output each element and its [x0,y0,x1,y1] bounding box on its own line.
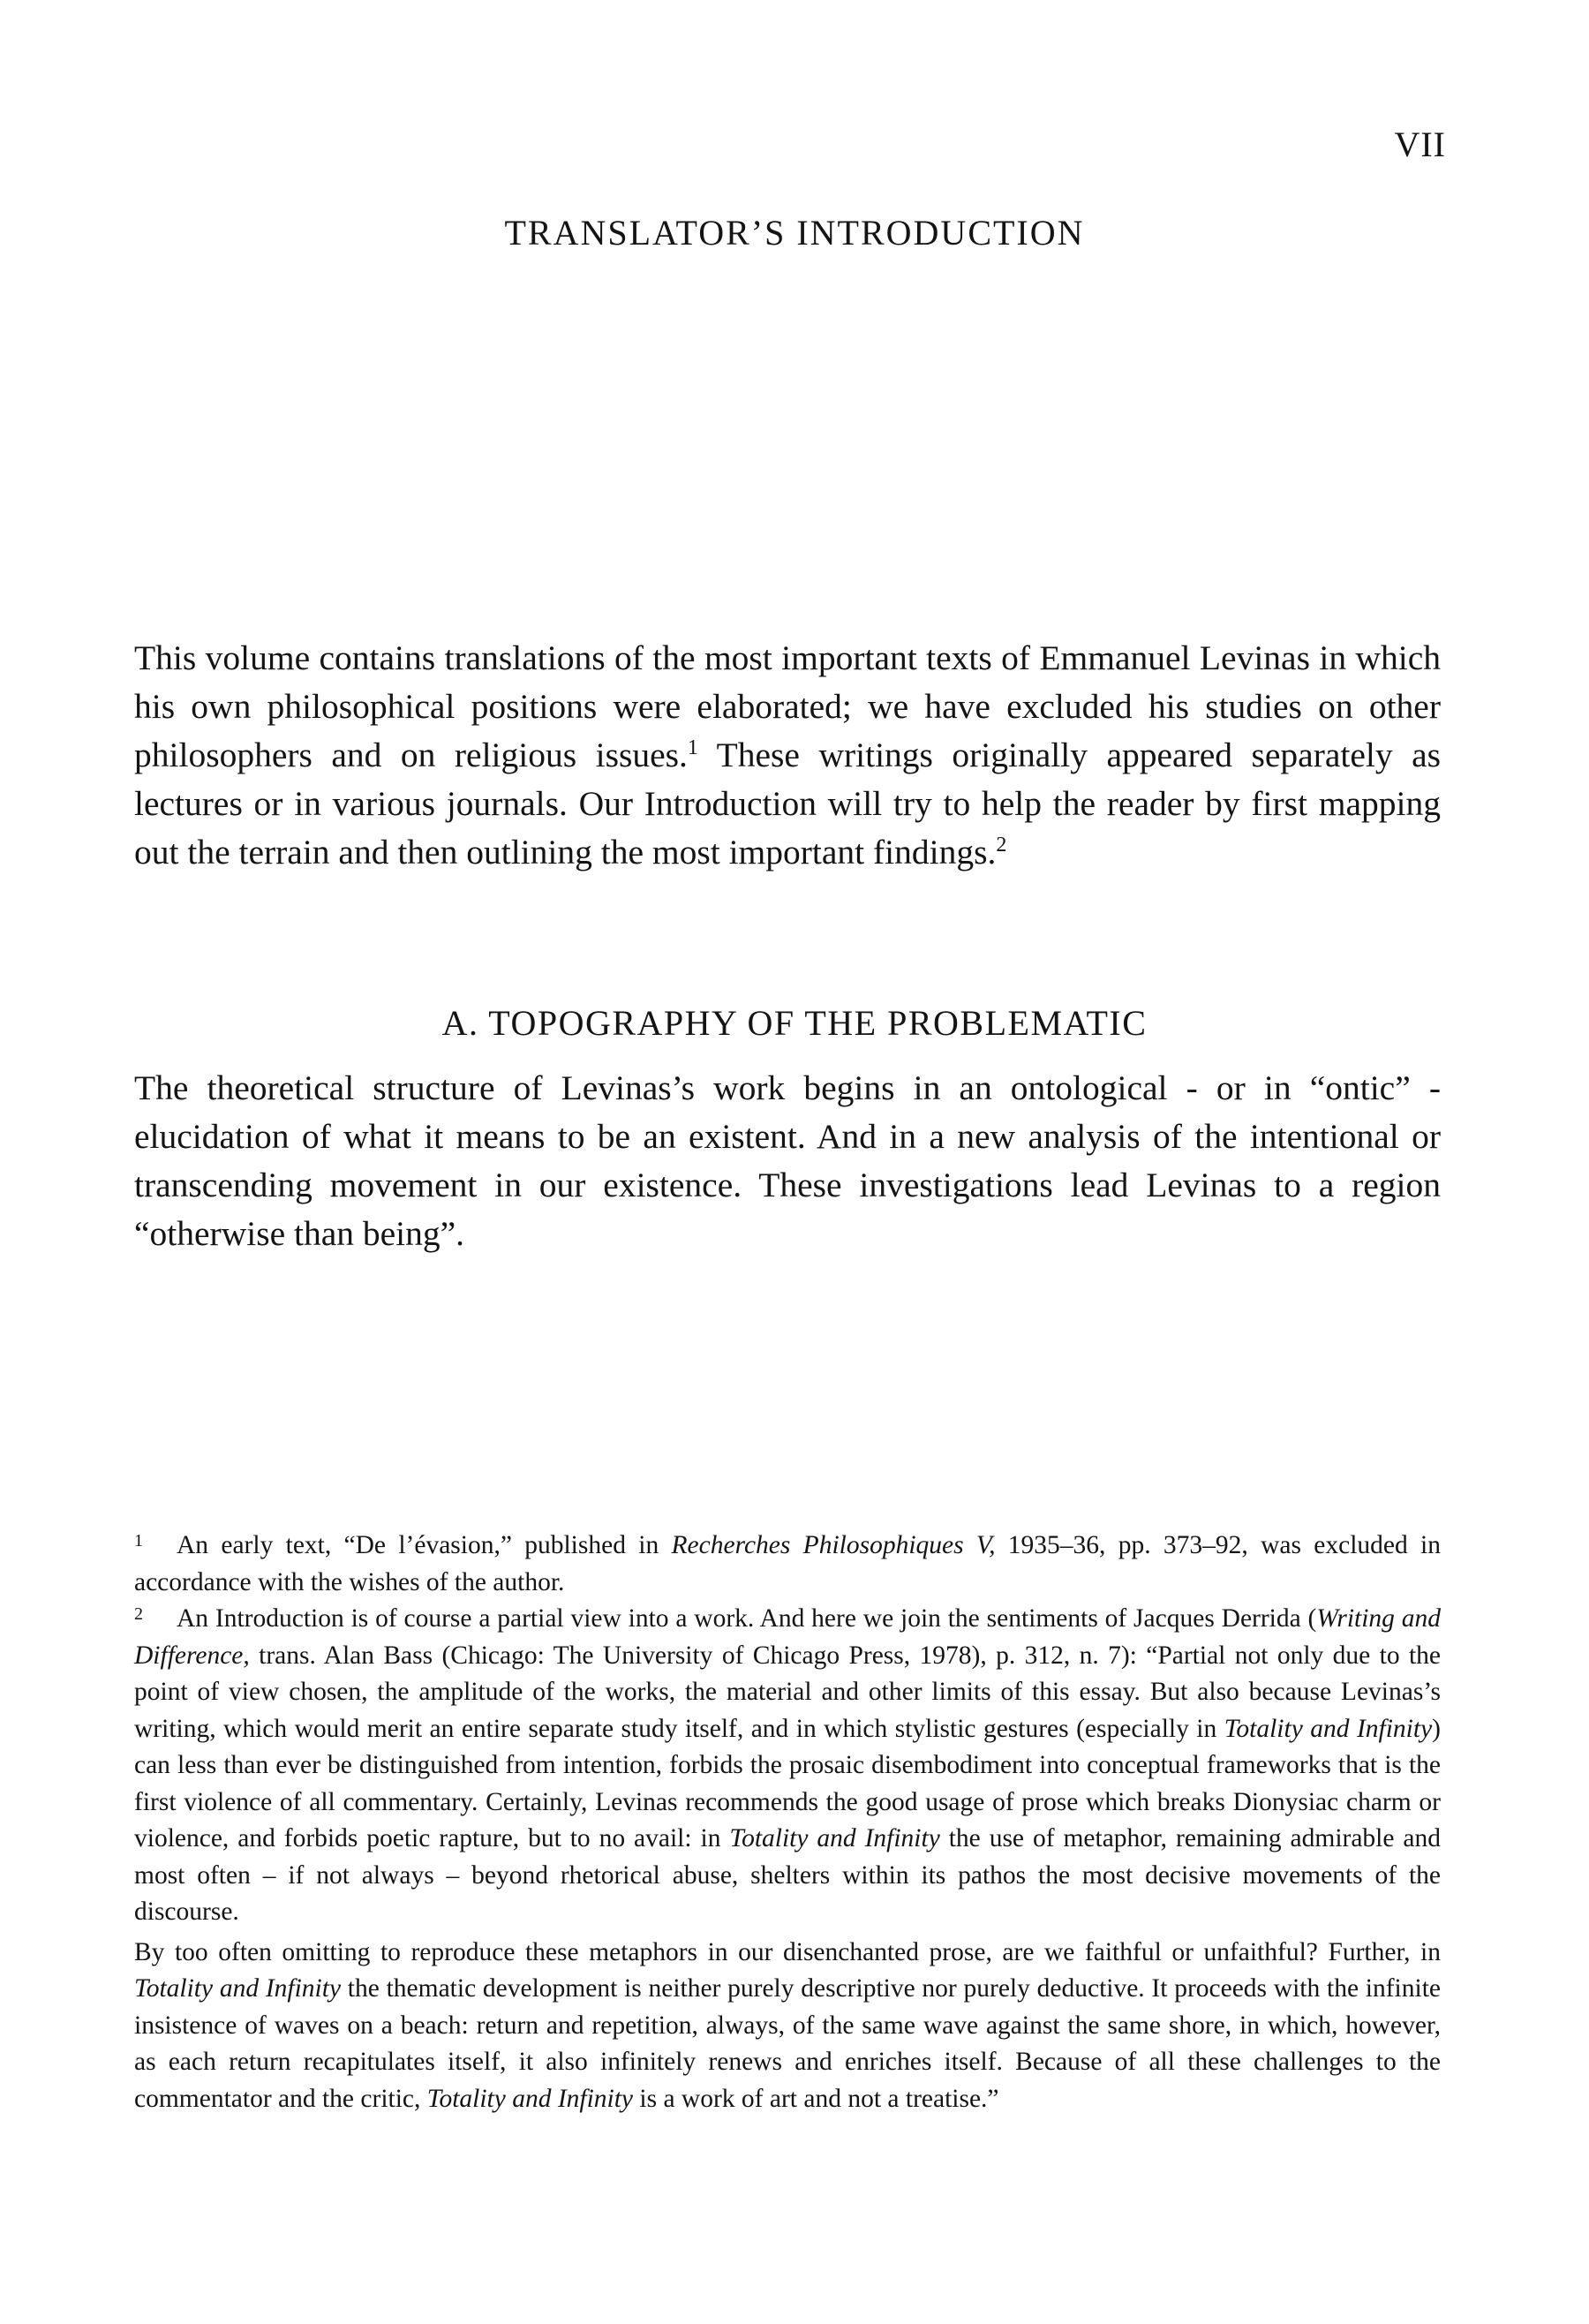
footnote-1-text-end: 1935–36, pp. 373–92, was excluded in accordance with the wishes of the author. [134,1531,1441,1596]
intro-paragraph [134,634,1441,877]
footnote-2-text-d: the use of metaphor, remaining admirable and most often – if not always – beyond rhetorical abuse, shelters within its pathos the most decisive movements of the discourse. [134,1824,1441,1926]
footnote-2-continuation [134,1935,1441,2118]
intro-text: This volume contains translations of the most important texts of Emmanuel Levinas in which his own philosophical positions were elaborated; we have excluded his studies on other philosophers and on religious issues. [134,638,1441,774]
footnote-2-cont-text-c: is a work of art and not a treatise.” [633,2084,999,2113]
footnote-2-text-c: ) can less than ever be distinguished from intention, forbids the prosaic disembodiment into conceptual frameworks that is the first violence of all commentary. Certainly, Levinas recommends the good usage of prose which breaks Dionysiac charm or violence, and forbids poetic rapture, but to no avail: in [134,1714,1441,1852]
footnote-1-title: Recherches Philosophiques V, [671,1531,996,1559]
footnote-2-cont-title-b: Totality and Infinity [426,2084,634,2113]
section-heading: A. TOPOGRAPHY OF THE PROBLEMATIC [441,1003,1148,1043]
footnote-2-cont-title: Totality and Infinity [134,1974,342,2003]
footnote-2-title-c: Totality and Infinity [729,1824,940,1852]
footnote-2-marker: 2 [134,1604,143,1624]
footnote-2 [134,1601,1441,1931]
footnotes [134,1528,1441,2117]
intro-text-continued: These writings originally appeared separately as lectures or in various journals. Our Introduction will try to help the reader by first mapping out the terrain and then outlining the most important findings. [134,736,1441,872]
footnote-2-cont-text: By too often omitting to reproduce these metaphors in our disenchanted prose, are we faithful or unfaithful? Further, in [134,1937,1441,1966]
chapter-title: TRANSLATOR’S INTRODUCTION [504,213,1085,253]
section-a-paragraph: The theoretical structure of Levinas’s work begins in an ontological - or in “ontic” - elucidation of what it means to be an existent. And in a new analysis of the intentional or transcending movement in our existence. These investigations lead Levinas to a region “otherwise than being”. [134,1068,1441,1253]
footnote-2-text-b: trans. Alan Bass (Chicago: The University of Chicago Press, 1978), p. 312, n. 7): “Partial not only due to the point of view chosen, the amplitude of the works, the material and other limits of this essay. But also because Levinas’s writing, which would merit an entire separate study itself, and in which stylistic gestures (especially in [134,1641,1441,1743]
footnote-ref-1: 1 [687,736,698,759]
footnote-1-text: An early text, “De l’évasion,” published in [177,1531,672,1559]
footnote-1-marker: 1 [134,1531,143,1551]
footnote-2-text: An Introduction is of course a partial view into a work. And here we join the sentiments of Jacques Derrida ( [177,1604,1317,1633]
footnote-ref-2: 2 [996,833,1007,856]
footnote-2-title: Writing and Difference, [134,1604,1441,1670]
footnote-2-title-b: Totality and Infinity [1224,1714,1433,1743]
footnote-1 [134,1528,1441,1601]
page-number: VII [1394,124,1446,164]
footnote-2-cont-text-b: the thematic development is neither purely descriptive nor purely deductive. It proceeds with the infinite insistence of waves on a beach: return and repetition, always, of the same wave against the same shore, in which, however, as each return recapitulates itself, it also infinitely renews and enriches itself. Because of all these challenges to the commentator and the critic, [134,1974,1441,2113]
